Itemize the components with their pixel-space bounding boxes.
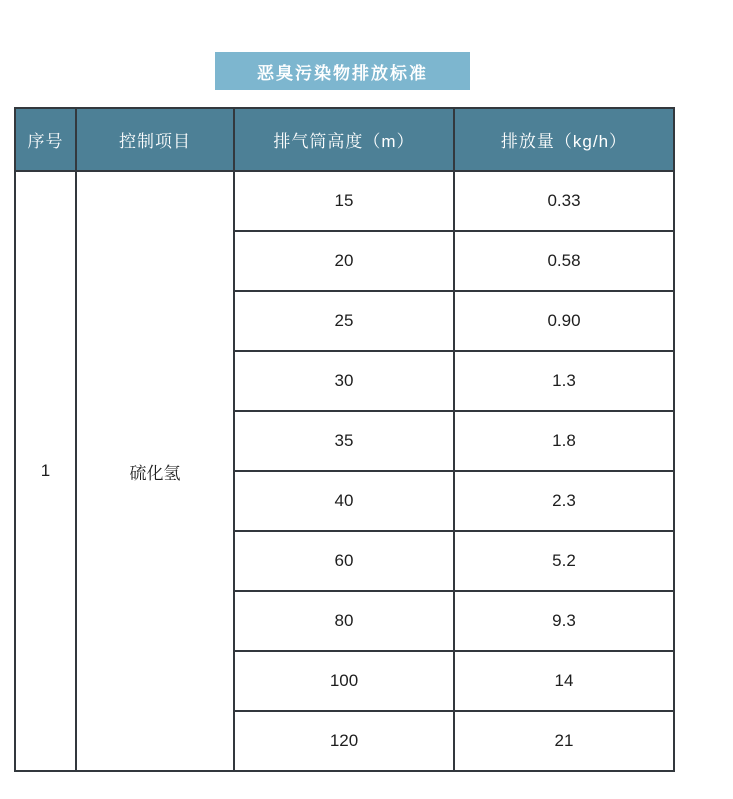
cell-control-item: 硫化氢 <box>76 171 234 771</box>
cell-emission-rate: 0.90 <box>454 291 674 351</box>
cell-emission-rate: 21 <box>454 711 674 771</box>
cell-stack-height: 25 <box>234 291 454 351</box>
table-title-text: 恶臭污染物排放标准 <box>257 63 428 83</box>
cell-stack-height: 30 <box>234 351 454 411</box>
cell-sequence-number: 1 <box>15 171 76 771</box>
col-header-stack-height: 排气筒高度（m） <box>234 108 454 171</box>
cell-stack-height: 60 <box>234 531 454 591</box>
col-header-sequence: 序号 <box>15 108 76 171</box>
cell-emission-rate: 0.33 <box>454 171 674 231</box>
cell-stack-height: 120 <box>234 711 454 771</box>
col-header-emission-rate: 排放量（kg/h） <box>454 108 674 171</box>
cell-stack-height: 80 <box>234 591 454 651</box>
cell-emission-rate: 14 <box>454 651 674 711</box>
cell-emission-rate: 2.3 <box>454 471 674 531</box>
cell-stack-height: 40 <box>234 471 454 531</box>
cell-stack-height: 35 <box>234 411 454 471</box>
cell-emission-rate: 9.3 <box>454 591 674 651</box>
table-title-band <box>215 52 470 90</box>
cell-stack-height: 20 <box>234 231 454 291</box>
cell-stack-height: 100 <box>234 651 454 711</box>
table-row <box>15 171 674 231</box>
emission-standards-table <box>14 107 675 772</box>
cell-emission-rate: 5.2 <box>454 531 674 591</box>
cell-stack-height: 15 <box>234 171 454 231</box>
header-row <box>15 108 674 171</box>
col-header-control-item: 控制项目 <box>76 108 234 171</box>
cell-emission-rate: 1.3 <box>454 351 674 411</box>
cell-emission-rate: 0.58 <box>454 231 674 291</box>
cell-emission-rate: 1.8 <box>454 411 674 471</box>
